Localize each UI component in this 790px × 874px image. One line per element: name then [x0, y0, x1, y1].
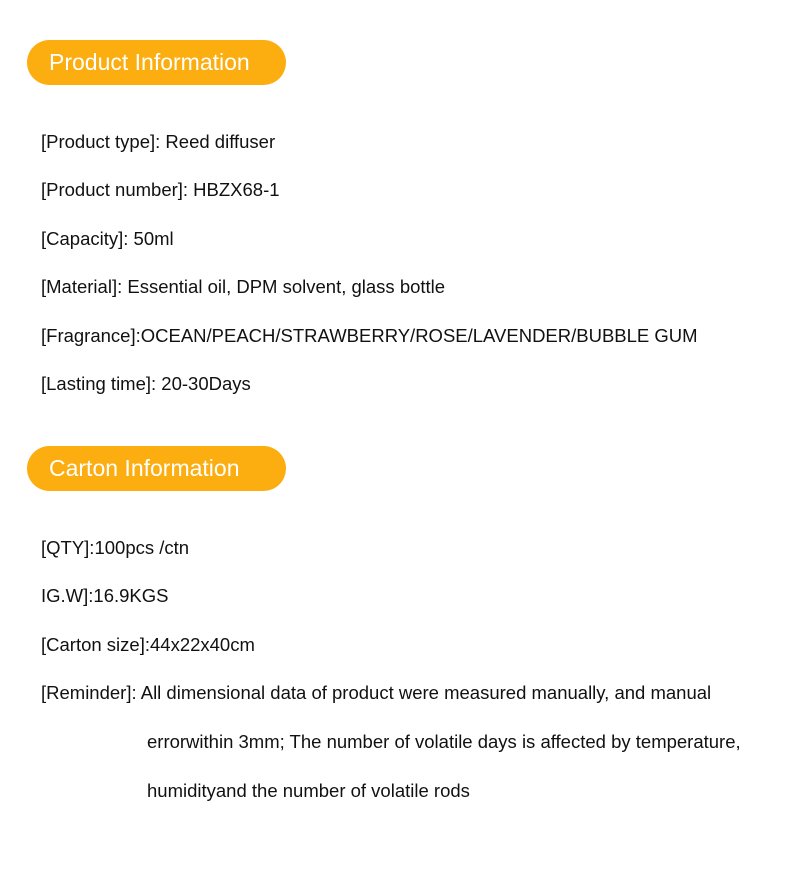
lasting-time-line: [Lasting time]: 20-30Days: [41, 373, 251, 394]
carton-information-header: [27, 446, 286, 491]
fragrance-line: [Fragrance]:OCEAN/PEACH/STRAWBERRY/ROSE/LAVENDER/BUBBLE GUM: [41, 325, 698, 346]
material-line: [Material]: Essential oil, DPM solvent, glass bottle: [41, 276, 446, 297]
reminder-line-2: errorwithin 3mm; The number of volatile days is affected by temperature,: [147, 731, 741, 752]
product-information-title: Product Information: [49, 49, 250, 75]
reminder-line-3: humidityand the number of volatile rods: [147, 780, 470, 801]
reminder-line-1: [Reminder]: All dimensional data of product were measured manually, and manual: [41, 682, 712, 703]
capacity-line: [Capacity]: 50ml: [41, 228, 174, 249]
carton-size-line: [Carton size]:44x22x40cm: [41, 634, 255, 655]
product-information-header: [27, 40, 286, 85]
product-number-line: [Product number]: HBZX68-1: [41, 179, 280, 200]
product-type-line: [Product type]: Reed diffuser: [41, 131, 276, 152]
gross-weight-line: IG.W]:16.9KGS: [41, 585, 169, 606]
carton-information-title: Carton Information: [49, 455, 240, 481]
qty-line: [QTY]:100pcs /ctn: [41, 537, 190, 558]
